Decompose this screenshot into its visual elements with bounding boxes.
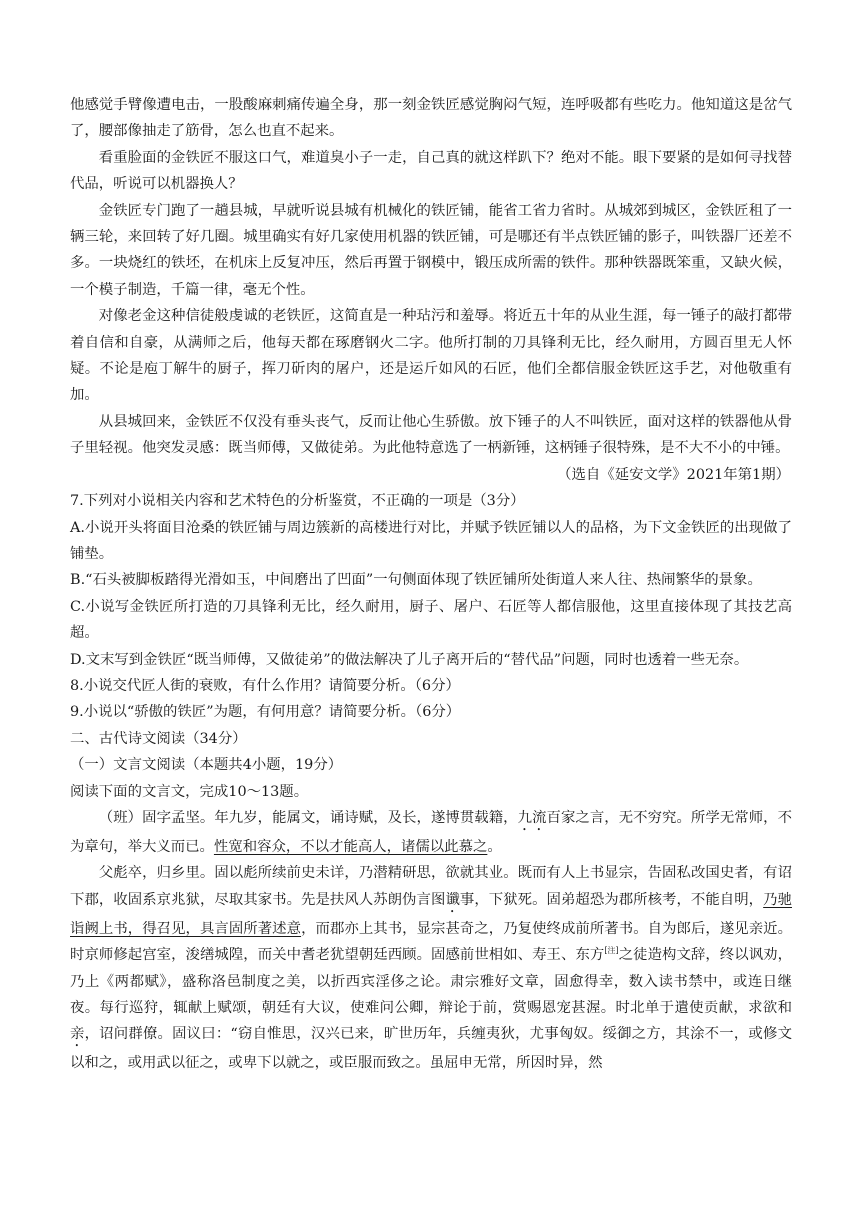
story-source: （选自《延安文学》2021年第1期）: [557, 466, 790, 483]
question-7-option-d: D.文末写到金铁匠“既当师傅，又做徒弟”的做法解决了儿子离开后的“替代品”问题，同时也透着一些无奈。: [70, 651, 749, 668]
emphasized-word: 亲: [70, 1026, 85, 1043]
document-body: [70, 92, 792, 1077]
classical-text: 百家之言，无不穷究。所学无常师，不为章句，举大义而已。: [70, 809, 792, 855]
emphasized-word: 九流: [517, 809, 547, 826]
question-7: 7.下列对小说相关内容和艺术特色的分析鉴赏，不正确的一项是（3分）: [70, 493, 525, 510]
question-8: 8.小说交代匠人街的衰败，有什么作用？请简要分析。（6分）: [70, 677, 460, 694]
emphasized-word: 谶: [445, 891, 460, 908]
classical-text: 。: [487, 838, 502, 855]
classical-text: ，而郡亦上其书，显宗甚奇之，乃复使终成前所著书。自为郎后，遂见亲近。时京师修起宫室，浚缮城隍，而关中耆老犹望朝廷西顾。固感前世相如、寿王、东方: [70, 920, 792, 964]
section-heading: 二、古代诗文阅读（34分）: [70, 730, 247, 747]
underlined-sentence: 乃驰诣阙上书，得召见，具言固所著述意: [70, 891, 792, 937]
question-7-option-c: C.小说写金铁匠所打造的刀具锋利无比，经久耐用，厨子、屠户、石匠等人都信服他，这里直接体现了其技艺高超。: [70, 598, 792, 642]
story-paragraph-1: 他感觉手臂像遭电击，一股酸麻刺痛传遍全身，那一刻金铁匠感觉胸闷气短，连呼吸都有些吃力。他知道这是岔气了，腰部像抽走了筋骨，怎么也直不起来。: [70, 97, 792, 140]
classical-paragraph-2: [70, 860, 792, 1076]
question-9: 9.小说以“骄傲的铁匠”为题，有何用意？请简要分析。（6分）: [70, 704, 461, 721]
question-7-option-b: B.“石头被脚板踏得光滑如玉，中间磨出了凹面”一句侧面体现了铁匠铺所处街道人来人往、热闹繁华的景象。: [70, 572, 762, 589]
subsection-heading: （一）文言文阅读（本题共4小题，19分）: [70, 757, 343, 774]
question-7-option-a: A.小说开头将面目沧桑的铁匠铺与周边簇新的高楼进行对比，并赋予铁匠铺以人的品格，为下文金铁匠的出现做了铺垫。: [70, 519, 792, 562]
classical-text: （班）固字孟坚。年九岁，能属文，诵诗赋，及长，遂博贯载籍，: [98, 809, 518, 826]
story-paragraph-3: 金铁匠专门跑了一趟县城，早就听说县城有机械化的铁匠铺，能省工省力省时。从城郊到城区，金铁匠租了一辆三轮，来回转了好几圈。城里确实有好几家使用机器的铁匠铺，可是哪还有半点铁匠铺的影子，叫铁器厂还差不多。一块烧红的铁坯，在机床上反复冲压，然后再置于钢模中，锻压成所需的铁件。那种铁器既笨重，又缺火候，一个模子制造，千篇一律，毫无个性。: [70, 202, 792, 298]
classical-paragraph-1: [70, 805, 792, 860]
footnote-marker: [注]: [604, 946, 619, 956]
classical-text: 事，下狱死。固弟超恐为郡所核考，不能自明，: [459, 891, 764, 908]
story-paragraph-5: 从县城回来，金铁匠不仅没有垂头丧气，反而让他心生骄傲。放下锤子的人不叫铁匠，面对这样的铁器他从骨子里轻视。他突发灵感：既当师傅，又做徒弟。为此他特意选了一柄新锤，这柄锤子很特殊，是不大不小的中锤。: [70, 413, 792, 457]
underlined-sentence: 性宽和容众，不以才能高人，诸儒以此慕之: [213, 838, 488, 855]
story-paragraph-2: 看重脸面的金铁匠不服这口气，难道臭小子一走，自己真的就这样趴下？绝对不能。眼下要紧的是如何寻找替代品，听说可以机器换人？: [70, 149, 792, 193]
classical-text: 之徒造构文辞，终以讽劝，乃上《两都赋》，盛称洛邑制度之美，以折西宾淫侈之论。肃宗雅好文章，固愈得幸，数入读书禁中，或连日继夜。每行巡狩，辄献上赋颂，朝廷有大议，使难问公卿，辩论于前，赏赐恩宠甚渥。时北单于遣使贡献，求欲和: [70, 947, 792, 1016]
classical-text: ，诏问群僚。固议曰：“窃自惟思，汉兴已来，旷世历年，兵缠夷狄，尤事匈奴。绥御之方，其涂不一，或修文以和之，或用武以征之，或卑下以就之，或臣服而致之。虽屈申无常，所因时异，然: [70, 1026, 792, 1072]
classical-text: 父彪卒，归乡里。固以彪所续前史未详，乃潜精研思，欲就其业。既而有人上书显宗，告固私改国史者，有诏下郡，收固系京兆狱，尽取其家书。先是扶风人苏朗伪言图: [70, 865, 792, 908]
story-paragraph-4: 对像老金这种信徒般虔诚的老铁匠，这简直是一种玷污和羞辱。将近五十年的从业生涯，每一锤子的敲打都带着自信和自豪，从满师之后，他每天都在琢磨钢火二字。他所打制的刀具锋利无比，经久耐用，方圆百里无人怀疑。不论是庖丁解牛的厨子，挥刀斫肉的屠户，还是运斤如风的石匠，他们全都信服金铁匠这手艺，对他敬重有加。: [70, 308, 792, 404]
reading-instruction: 阅读下面的文言文，完成10～13题。: [70, 783, 309, 800]
